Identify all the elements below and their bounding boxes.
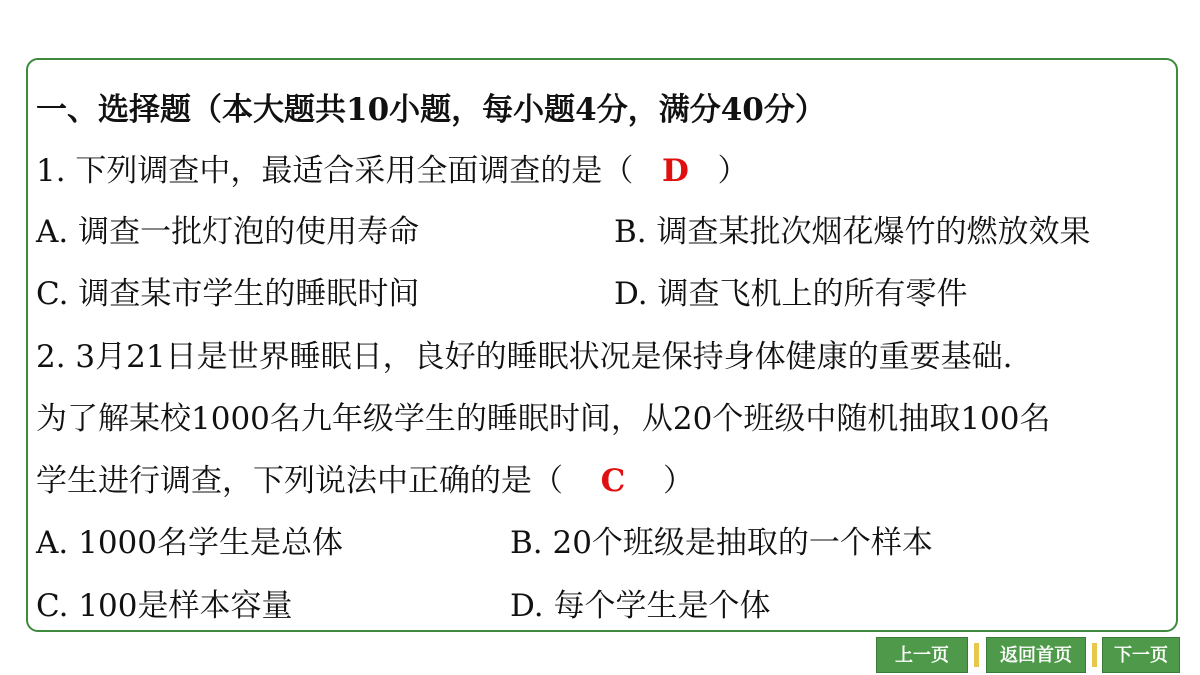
question-2-stem-end: 学生进行调查，下列说法中正确的是（ [36,463,563,499]
question-2-option-b: B. 20个班级是抽取的一个样本 [510,525,933,561]
question-1-stem: 1. 下列调查中，最适合采用全面调查的是（ [36,153,634,189]
question-2-option-d: D. 每个学生是个体 [510,588,771,624]
nav-separator [974,643,979,667]
question-1-option-c: C. 调查某市学生的睡眠时间 [36,276,420,312]
question-1-option-b: B. 调查某批次烟花爆竹的燃放效果 [614,214,1091,250]
question-2-answer: C [600,463,626,499]
nav-separator [1092,643,1097,667]
question-1-close-paren: ） [717,153,749,189]
home-button[interactable]: 返回首页 [986,637,1086,673]
question-2-line-3 [36,461,694,501]
question-2-line-1: 2. 3月21日是世界睡眠日，良好的睡眠状况是保持身体健康的重要基础. [36,339,1013,375]
prev-page-button[interactable]: 上一页 [876,637,968,673]
section-heading: 一、选择题（本大题共10小题，每小题4分，满分40分） [36,92,826,128]
question-2-option-c: C. 100是样本容量 [36,588,293,624]
question-1-answer: D [661,153,689,189]
nav-bar [0,637,1200,673]
question-1 [36,151,748,191]
question-1-option-d: D. 调查飞机上的所有零件 [614,276,968,312]
question-2-line-2: 为了解某校1000名九年级学生的睡眠时间，从20个班级中随机抽取100名 [36,401,1051,437]
question-2-close-paren: ） [663,463,694,499]
question-2-option-a: A. 1000名学生是总体 [36,525,343,561]
question-1-option-a: A. 调查一批灯泡的使用寿命 [36,214,420,250]
next-page-button[interactable]: 下一页 [1102,637,1180,673]
